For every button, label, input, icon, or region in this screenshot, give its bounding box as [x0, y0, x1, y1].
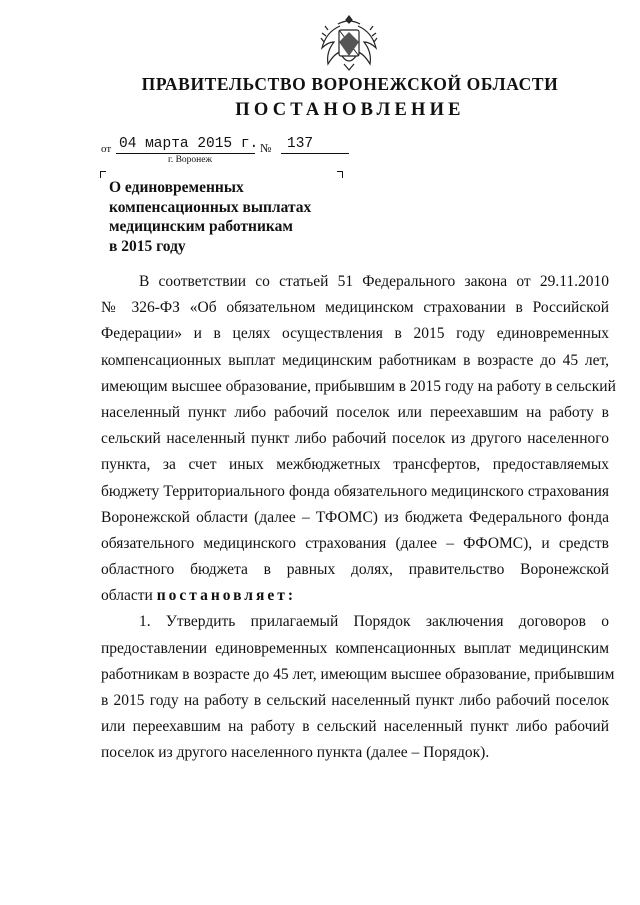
paragraph-line: в 2015 году на работу в сельский населенный пункт либо рабочий поселок [101, 692, 609, 709]
paragraph-line: 1. Утвердить прилагаемый Порядок заключения договоров о [139, 613, 609, 631]
resolution-colon: : [287, 587, 294, 605]
paragraph-line: или переехавшим на работу в сельский населенный пункт либо рабочий [101, 718, 609, 736]
paragraph-line: В соответствии со статьей 51 Федерального закона от 29.11.2010 [139, 273, 609, 290]
number-sign: № [260, 141, 272, 155]
paragraph-line: пункта, за счет иных межбюджетных трансфертов, предоставляемых [101, 456, 609, 474]
paragraph-line: имеющим высшее образование, прибывшим в 2015 году на работу в сельский [101, 377, 616, 395]
subject-line: компенсационных выплатах [109, 198, 312, 216]
paragraph-line: населенный пункт либо рабочий поселок или переехавшим на работу в [101, 403, 609, 421]
subject-line: О единовременных [109, 179, 244, 196]
paragraph-line-start: области [101, 587, 157, 605]
subject-line: в 2015 году [109, 237, 186, 255]
paragraph-line: сельский населенный пункт либо рабочий поселок из другого населенного [101, 430, 609, 448]
paragraph-line: предоставлении единовременных компенсационных выплат медицинским [101, 639, 609, 657]
government-title: ПРАВИТЕЛЬСТВО ВОРОНЕЖСКОЙ ОБЛАСТИ [141, 74, 559, 94]
resolution-keyword: постановляет [156, 587, 288, 605]
paragraph-line: Федерации» и в целях осуществления в 2015 году единовременных [101, 325, 609, 343]
document-number: 137 [281, 136, 349, 154]
date-prefix: от [101, 143, 112, 155]
paragraph-line: работникам в возрасте до 45 лет, имеющим высшее образование, прибывшим [101, 665, 615, 683]
document-type-title: ПОСТАНОВЛЕНИЕ [235, 100, 465, 120]
paragraph-line: областного бюджета в равных долях, правительство Воронежской [101, 561, 609, 579]
document-body [101, 269, 616, 767]
subject-block [109, 178, 349, 256]
paragraph-line: Воронежской области (далее – ТФОМС) из бюджета Федерального фонда [101, 508, 609, 526]
city-label: г. Воронеж [168, 155, 213, 165]
paragraph-line: компенсационных выплат медицинским работникам в возрасте до 45 лет, [101, 351, 609, 369]
coat-of-arms-icon [318, 12, 380, 74]
subject-line: медицинским работникам [109, 218, 293, 235]
subject-corner-left [100, 171, 106, 178]
paragraph-line: бюджету Территориального фонда обязательного медицинского страхования [101, 482, 609, 500]
subject-corner-right [337, 171, 343, 178]
paragraph-line: обязательного медицинского страхования (далее – ФФОМС), и средств [101, 534, 609, 552]
paragraph-line: № 326-ФЗ «Об обязательном медицинском страховании в Российской [101, 299, 609, 317]
paragraph-final-line [101, 583, 609, 609]
document-date: 04 марта 2015 г. [116, 136, 255, 154]
paragraph-line: поселок из другого населенного пункта (далее – Порядок). [101, 744, 490, 762]
